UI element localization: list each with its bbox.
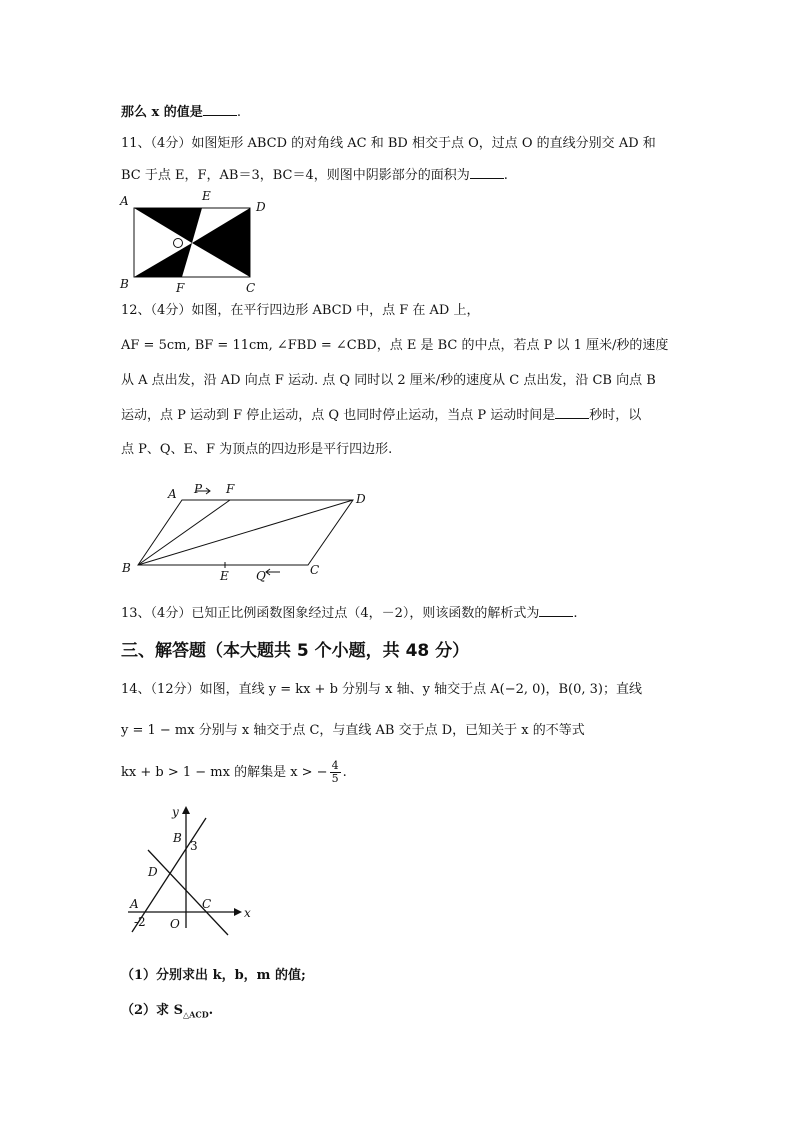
label-f: F [226, 482, 235, 496]
point-o [174, 239, 183, 248]
answer-blank [203, 103, 237, 116]
q12-line-3: 从 A 点出发，沿 AD 向点 F 运动. 点 Q 同时以 2 厘米/秒的速度从 C 点出发，沿 CB 向点 B [121, 373, 656, 388]
figure-14 [120, 800, 260, 940]
label-b: B [122, 561, 131, 575]
label-b: B [173, 831, 182, 845]
line-cd [148, 850, 228, 935]
label-d: D [356, 492, 366, 506]
answer-blank [470, 166, 504, 179]
answer-blank [555, 406, 589, 419]
q12-line-4: 运动，点 P 运动到 F 停止运动，点 Q 也同时停止运动，当点 P 运动时间是 秒时，以 [121, 408, 642, 423]
q14-line-2: y = 1 − mx 分别与 x 轴交于点 C，与直线 AB 交于点 D，已知关于 x 的不等式 [121, 723, 585, 738]
label-c: C [310, 563, 320, 577]
label-p: P [194, 482, 203, 496]
q14-part-2: （2）求 $S_{\triangle ACD}$. [121, 1003, 214, 1020]
label-e: E [220, 569, 229, 583]
label-a: A [168, 487, 177, 501]
label-c: C [246, 281, 256, 295]
q13-line: 13、（4分）已知正比例函数图象经过点（4，－2），则该函数的解析式为 . [121, 606, 578, 621]
label-3: 3 [190, 839, 198, 853]
q12-line-1: 12、（4分）如图，在平行四边形 ABCD 中，点 F 在 AD 上， [121, 303, 480, 318]
label-a: A [130, 897, 139, 911]
section-heading: 三、解答题（本大题共 5 个小题，共 48 分） [121, 641, 470, 661]
q14-line-1: 14、（12分）如图，直线 y = kx + b 分别与 x 轴、y 轴交于点 A(−2, 0)，B(0, 3)；直线 [121, 682, 642, 697]
figure-12 [120, 478, 380, 588]
label-f: F [176, 281, 185, 295]
label-d: D [148, 865, 158, 879]
label-q: Q [256, 569, 266, 583]
q11-line-2: BC 于点 E，F，AB＝3，BC＝4，则图中阴影部分的面积为 . [121, 168, 508, 183]
segment-bf [138, 500, 230, 565]
label-neg-2: -2 [134, 915, 146, 929]
q14-line-3: kx + b > 1 − mx 的解集是 x > − $\frac{4}{5}$ . [121, 759, 347, 785]
q12-line-5: 点 P、Q、E、F 为顶点的四边形是平行四边形. [121, 442, 393, 457]
shaded-triangle-bottom-left [134, 243, 192, 277]
label-b: B [120, 277, 129, 291]
q12-line-2: AF = 5cm, BF = 11cm, ∠FBD = ∠CBD，点 E 是 BC 的中点，若点 P 以 1 厘米/秒的速度 [121, 338, 669, 353]
label-d: D [256, 200, 266, 214]
label-y: y [172, 805, 179, 819]
figure-11 [118, 189, 278, 295]
q11-line-1: 11、（4分）如图矩形 ABCD 的对角线 AC 和 BD 相交于点 O，过点 O 的直线分别交 AD 和 [121, 136, 656, 151]
label-o: O [170, 917, 180, 931]
answer-blank [539, 604, 573, 617]
y-axis-arrow [182, 806, 190, 814]
label-x: x [244, 906, 251, 920]
q14-part-1: （1）分别求出 k，b，m 的值; [121, 968, 306, 983]
label-e: E [202, 189, 211, 203]
q10-tail: 那么 x 的值是 . [121, 105, 241, 120]
fraction: $\frac{4}{5}$ [331, 759, 339, 785]
segment-bd [138, 500, 353, 565]
x-axis-arrow [234, 908, 242, 916]
shaded-triangle-top [134, 208, 202, 243]
label-c: C [202, 897, 212, 911]
label-a: A [120, 194, 129, 208]
shaded-triangle-right [192, 208, 250, 277]
